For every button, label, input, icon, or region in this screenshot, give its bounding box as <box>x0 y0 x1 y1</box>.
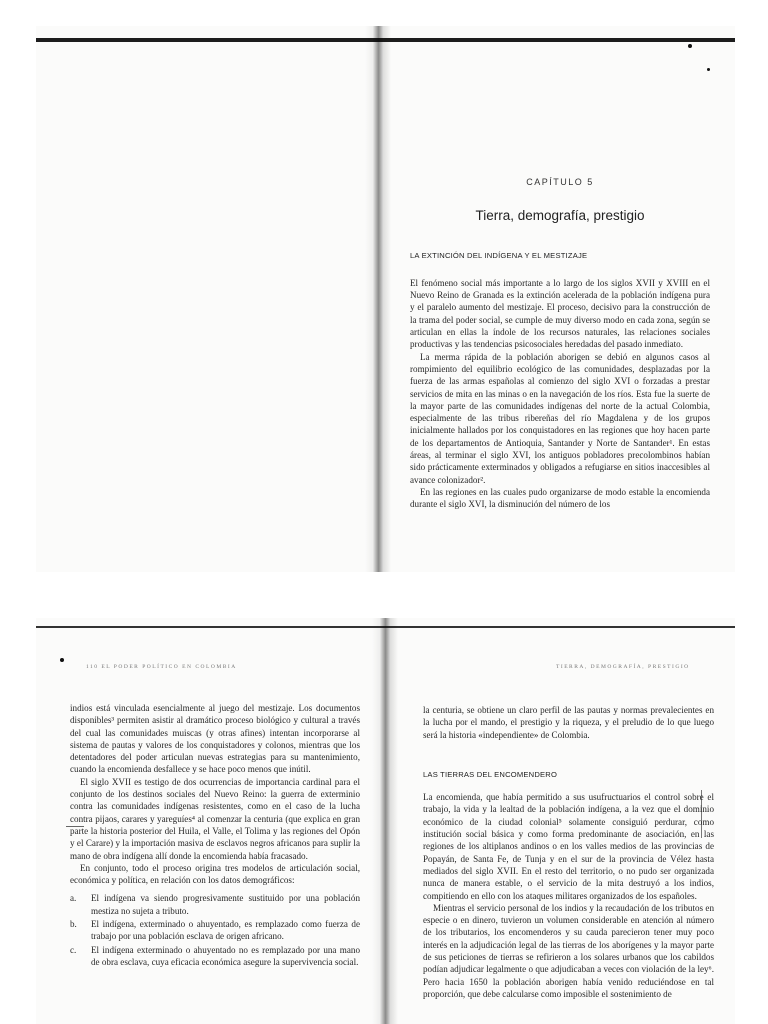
chapter-title: Tierra, demografía, prestigio <box>475 208 645 224</box>
list-item: b. El indígena, exterminado o ahuyentado, es remplazado como fuerza de trabajo por una población esclava de origen africano. <box>70 919 360 942</box>
right-running-head: TIERRA, DEMOGRAFÍA, PRESTIGIO <box>556 664 690 670</box>
book-gutter <box>372 618 398 1024</box>
paragraph: la centuria, se obtiene un claro perfil de las pautas y normas prevalecientes en la lucha por el mando, el prestigio y la riqueza, y el preludio de lo que luego será la historia «independiente» de Colombia. <box>423 705 714 740</box>
model-list <box>70 892 360 968</box>
paragraph: La encomienda, que había permitido a sus usufructuarios el control sobre el trabajo, la vida y la lealtad de la población indígena, a la vez que el dominio económico de la ciudad colonial⁵ solamente consiguió perdurar, como institución social básica y como forma predominante de asociación, en las regiones de los altiplanos andinos o en los valles medios de las provincias de Popayán, de Santa Fe, de Tunja y en el sur de la provincia de Vélez hasta mediados del siglo XVII. En el resto del territorio, o no pudo ser organizada nunca de manera estable, o el servicio de la mita destruyó a los indios, compitiendo en ello con los ataques militares organizados de los españoles. <box>423 792 714 901</box>
left-page-body <box>70 702 360 969</box>
book-spread-top <box>36 26 735 572</box>
list-item: c. El indígena exterminado o ahuyentado no es remplazado por una mano de obra esclava, cuya eficacia económica asegure la supervivencia social. <box>70 944 360 967</box>
right-page-chapter-opening <box>410 176 710 511</box>
left-running-head: 110 EL PODER POLÍTICO EN COLOMBIA <box>86 664 237 670</box>
paragraph: Mientras el servicio personal de los indios y la recaudación de los tributos en especie o en dinero, tuvieron un volumen considerable en atención al número de los tributarios, los encomenderos y su cauda parecieron tener muy poco interés en la adjudicación legal de las tierras de los aborígenes y la mayor parte de sus peticiones de tierras se refirieron a los solares urbanos que los cabildos podían adjudicar legalmente o que adjudicaban a veces con violación de la ley⁶. Pero hacia 1650 la población aborigen había venido reduciéndose en tal proporción, que debe calcularse como imposible el sostenimiento de <box>423 902 714 999</box>
right-page-body <box>423 704 714 1000</box>
paragraph: En las regiones en las cuales pudo organizarse de modo estable la encomienda durante el siglo XVI, la disminución del número de los <box>410 486 710 510</box>
paragraph: El fenómeno social más importante a lo largo de los siglos XVII y XVIII en el Nuevo Reino de Granada es la extinción acelerada de la población indígena pura y el paralelo aumento del mestizaje. El proceso, decisivo para la construcción de la trama del poder social, se cumple de muy diverso modo en cada zona, según se articulan en ellas la índole de los recursos naturales, las relaciones sociales productivas y las tendencias psicosociales heredadas del pasado inmediato. <box>410 277 710 350</box>
chapter-label: CAPÍTULO 5 <box>526 177 594 187</box>
scan-speck <box>707 68 710 71</box>
section-heading: LAS TIERRAS DEL ENCOMENDERO <box>423 769 558 779</box>
scan-speck <box>688 44 692 48</box>
scan-speck <box>60 658 64 662</box>
paragraph: La merma rápida de la población aborigen se debió en algunos casos al rompimiento del equilibrio ecológico de las comunidades, desplazadas por la fuerza de las armas españolas al comienzo del siglo XVI o forzadas a prestar servicios de mita en las minas o en la navegación de los ríos. Esta fue la suerte de la mayor parte de las comunidades indígenas del norte de la actual Colombia, especialmente de las tribus ribereñas del río Magdalena y de los grupos inicialmente hallados por los conquistadores en las regiones que hoy hacen parte de los departamentos de Antioquia, Santander y Norte de Santander¹. En estas áreas, al terminar el siglo XVI, los antiguos pobladores precolombinos habían sido prácticamente exterminados y obligados a refugiarse en sitios inaccesibles al avance colonizador². <box>410 351 710 485</box>
paragraph: El siglo XVII es testigo de dos ocurrencias de importancia cardinal para el conjunto de los destinos sociales del Nuevo Reino: la guerra de exterminio contra las comunidades indígenas resistentes, como en el caso de la lucha contra pijaos, carares y yareguíes⁴ al comenzar la centuria (que explica en gran parte la historia posterior del Huila, el Valle, el Tolima y las regiones del Opón y el Carare) y la importación masiva de esclavos negros africanos para suplir la mano de obra indígena allí donde la encomienda había fracasado. <box>70 776 360 861</box>
body-text <box>410 277 710 511</box>
section-heading: LA EXTINCIÓN DEL INDÍGENA Y EL MESTIZAJE <box>410 250 588 260</box>
book-spread-bottom <box>36 618 735 1024</box>
book-gutter <box>365 26 391 572</box>
paragraph: En conjunto, todo el proceso origina tres modelos de articulación social, económica y política, en relación con los datos demográficos: <box>70 862 360 886</box>
list-item: a. El indígena va siendo progresivamente sustituido por una población mestiza no sujeta a tributo. <box>70 893 360 916</box>
paragraph: indios está vinculada esencialmente al juego del mestizaje. Los documentos disponibles³ permiten asistir al dramático proceso biológico y cultural a través del cual las comunidades muiscas (y otras afines) intentan incorporarse al sistema de pautas y valores de los conquistadores y colonos, mientras que los detentadores del poder articulan nuevas estrategias para su mantenimiento, cuando la encomienda desfallece y se hace poco menos que inútil. <box>70 703 360 775</box>
